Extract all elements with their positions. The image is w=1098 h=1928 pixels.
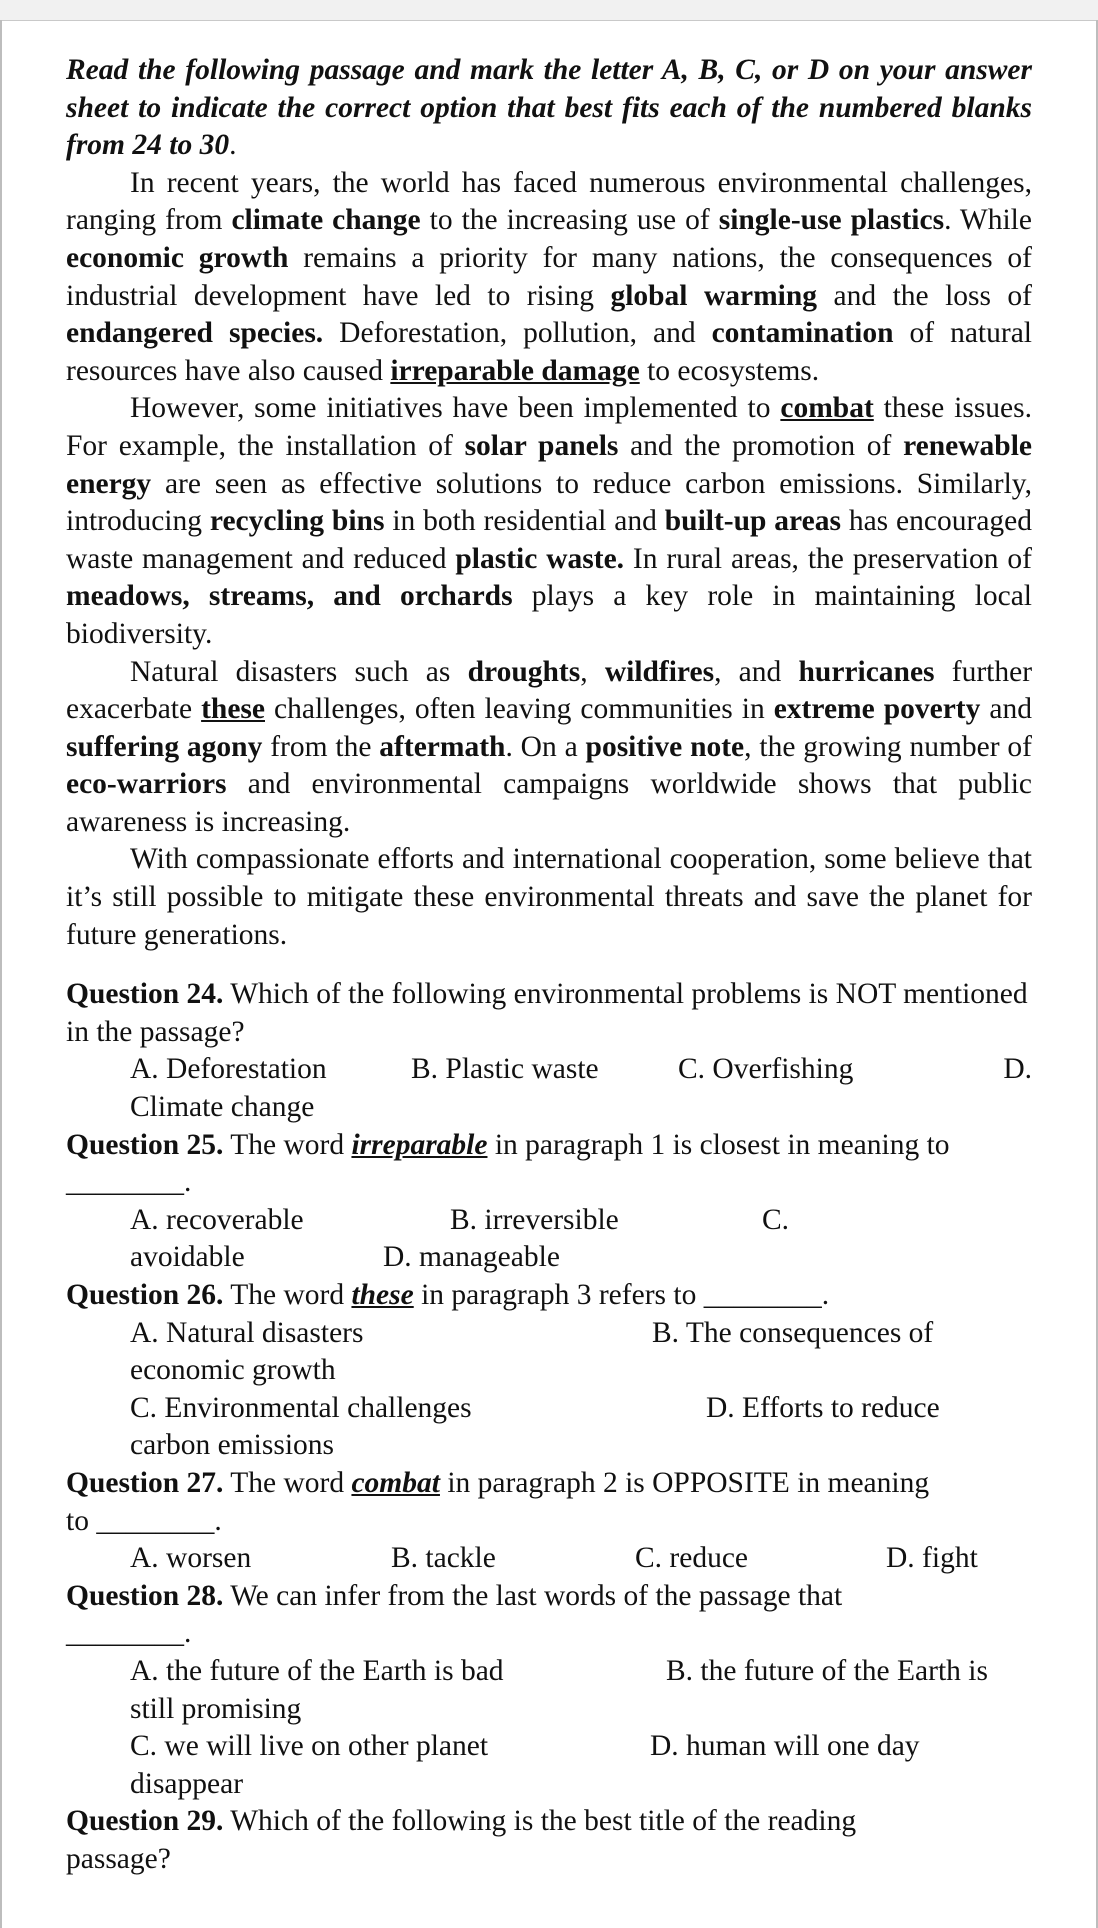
option-b[interactable]: B. irreversible <box>450 1203 619 1236</box>
p2-text: in both residential and <box>384 505 665 538</box>
p2-bold-term: recycling bins <box>209 505 385 538</box>
passage-paragraph-1 <box>66 165 1032 391</box>
p3-text: from the <box>262 730 380 763</box>
p1-text: and the loss of <box>817 279 1033 312</box>
p3-text: challenges, often leaving communities in <box>265 693 774 726</box>
question-text: Which of the following environmental problems is NOT mentioned in the passage? <box>66 978 1028 1048</box>
p3-text: . On a <box>505 730 586 763</box>
option-c[interactable]: C. we will live on other planet <box>130 1730 489 1763</box>
question-29 <box>66 1803 1032 1878</box>
instruction <box>66 52 1032 165</box>
p1-text: to the increasing use of <box>420 204 719 237</box>
p1-bold-term: climate change <box>231 204 421 237</box>
p3-bold-term: positive note <box>585 730 745 763</box>
p3-text: and <box>980 693 1032 726</box>
option-d[interactable]: D. fight <box>886 1542 978 1575</box>
p3-text: , <box>580 655 605 688</box>
passage-paragraph-3 <box>66 654 1032 842</box>
p3-bold-term: hurricanes <box>798 655 935 688</box>
question-label: Question 25. <box>66 1128 224 1161</box>
question-24-stem <box>66 976 1032 1051</box>
p2-text: are seen as effective solutions to reduce carbon emissions. Similarly, introducing <box>66 467 1032 538</box>
option-b-line1[interactable]: B. The consequences of <box>652 1316 934 1349</box>
option-b-line2[interactable]: economic growth <box>130 1354 336 1387</box>
p3-bold-term: eco-warriors <box>66 768 227 801</box>
document-page <box>66 52 1032 1879</box>
option-d[interactable]: D. manageable <box>383 1241 560 1274</box>
answer-blank: ________. <box>66 1166 192 1199</box>
option-c-text[interactable]: avoidable <box>130 1241 245 1274</box>
p2-text: and the promotion of <box>618 429 904 462</box>
p1-bold-term: economic growth <box>66 241 289 274</box>
option-a[interactable]: A. worsen <box>130 1542 252 1575</box>
question-24-options <box>66 1051 1032 1089</box>
option-d-line2[interactable]: carbon emissions <box>130 1429 335 1462</box>
question-28-options-2 <box>66 1728 1032 1766</box>
option-a[interactable]: A. Natural disasters <box>130 1316 364 1349</box>
p2-bold-term: meadows, streams, and orchards <box>66 580 513 613</box>
p3-text: , the growing number of <box>744 730 1032 763</box>
option-c[interactable]: C. Environmental challenges <box>130 1391 472 1424</box>
question-27 <box>66 1465 1032 1578</box>
question-25-stem <box>66 1127 1032 1165</box>
option-b[interactable]: B. Plastic waste <box>411 1053 599 1086</box>
question-26-options <box>66 1315 1032 1353</box>
question-28-stem <box>66 1578 1032 1616</box>
p2-bold-term: solar panels <box>464 429 619 462</box>
option-d-text[interactable]: Climate change <box>130 1091 315 1124</box>
question-label: Question 24. <box>66 978 224 1011</box>
left-border <box>0 20 2 1928</box>
option-d-letter[interactable]: D. <box>1003 1053 1032 1086</box>
p1-underlined-term: irreparable damage <box>390 354 640 387</box>
p1-bold-term: global warming <box>610 279 818 312</box>
answer-blank: ________. <box>66 1617 192 1650</box>
question-27-stem <box>66 1465 1032 1503</box>
p3-bold-term: aftermath <box>379 730 506 763</box>
question-label: Question 26. <box>66 1279 224 1311</box>
passage-paragraph-2 <box>66 390 1032 653</box>
option-d-line2[interactable]: disappear <box>130 1767 244 1800</box>
option-c-letter[interactable]: C. <box>762 1203 790 1236</box>
question-label: Question 27. <box>66 1466 224 1499</box>
option-c[interactable]: C. reduce <box>635 1542 749 1575</box>
question-27-stem-line2: to ________. <box>66 1504 222 1537</box>
p1-bold-term: single-use plastics <box>718 204 945 237</box>
question-label: Question 28. <box>66 1579 224 1612</box>
p3-underlined-term: these <box>201 693 265 726</box>
p2-text: plays a key role in maintaining local biodiversity. <box>66 580 1032 650</box>
option-b[interactable]: B. tackle <box>391 1542 496 1575</box>
instruction-end: . <box>229 129 237 162</box>
question-28 <box>66 1578 1032 1804</box>
question-26 <box>66 1277 1032 1465</box>
p1-text: of natural resources have also caused <box>66 317 1032 387</box>
question-26-stem <box>66 1277 1032 1315</box>
passage-paragraph-4: With compassionate efforts and international cooperation, some believe that it’s still possible to mitigate these environmental threats and save the planet for future generations. <box>66 843 1032 951</box>
question-26-options-2 <box>66 1390 1032 1428</box>
p3-bold-term: extreme poverty <box>773 693 981 726</box>
p3-text: , and <box>714 655 799 688</box>
option-d-line1[interactable]: D. human will one day <box>650 1730 920 1763</box>
instruction-text: Read the following passage and mark the letter A, B, C, or D on your answer sheet to indicate the correct option that best fits each of the numbered blanks from 24 to 30 <box>66 54 1032 162</box>
p1-text: In recent years, the world has faced numerous environmental challenges, ranging from <box>66 166 1032 237</box>
question-text: We can infer from the last words of the passage that <box>223 1579 843 1612</box>
option-b-line1[interactable]: B. the future of the Earth is <box>666 1654 988 1687</box>
p3-bold-term: wildfires <box>604 655 715 688</box>
question-25-options-2 <box>66 1239 1032 1277</box>
p2-bold-term: plastic waste. <box>455 542 625 575</box>
option-b-line2[interactable]: still promising <box>130 1692 302 1725</box>
p2-text: However, some initiatives have been implemented to <box>130 392 781 425</box>
question-text: in paragraph 3 refers to ________. <box>413 1279 830 1311</box>
top-toolbar-strip <box>0 0 1098 21</box>
question-text: The word <box>223 1466 352 1499</box>
question-27-options <box>66 1540 1032 1578</box>
p2-bold-term: renewable energy <box>66 429 1032 500</box>
p1-bold-term: endangered species. <box>66 317 324 350</box>
question-29-stem <box>66 1803 1032 1841</box>
p2-bold-term: built-up areas <box>664 505 841 538</box>
p1-text: to ecosystems. <box>639 354 820 387</box>
p2-text: has encouraged waste management and reduced <box>66 505 1033 575</box>
question-25-options <box>66 1202 1032 1240</box>
option-a[interactable]: A. Deforestation <box>130 1053 327 1086</box>
question-text: in paragraph 1 is closest in meaning to <box>487 1128 950 1161</box>
question-text: The word <box>223 1128 352 1161</box>
p3-text: and environmental campaigns worldwide shows that public awareness is increasing. <box>66 768 1032 838</box>
option-d-line1[interactable]: D. Efforts to reduce <box>706 1391 940 1424</box>
p2-text: these issues. For example, the installation of <box>66 392 1032 462</box>
question-28-options <box>66 1653 1032 1691</box>
question-29-stem-line2: passage? <box>66 1842 171 1875</box>
question-text: Which of the following is the best title of the reading <box>223 1805 857 1838</box>
p1-text: . While <box>944 204 1032 237</box>
p3-text: further exacerbate <box>66 655 1033 726</box>
question-label: Question 29. <box>66 1805 224 1838</box>
target-word: irreparable <box>351 1128 488 1161</box>
target-word: these <box>351 1279 414 1311</box>
p2-text: In rural areas, the preservation of <box>624 542 1032 575</box>
p3-bold-term: droughts <box>467 655 581 688</box>
question-text: The word <box>223 1279 352 1311</box>
p3-bold-term: suffering agony <box>66 730 263 763</box>
question-24 <box>66 976 1032 1126</box>
p2-underlined-term: combat <box>780 392 874 425</box>
question-text: in paragraph 2 is OPPOSITE in meaning <box>439 1466 930 1499</box>
option-a[interactable]: A. the future of the Earth is bad <box>130 1654 504 1687</box>
question-25 <box>66 1127 1032 1277</box>
p3-text: Natural disasters such as <box>130 655 468 688</box>
target-word: combat <box>351 1466 440 1499</box>
p1-bold-term: contamination <box>711 317 894 350</box>
option-c[interactable]: C. Overfishing <box>678 1053 854 1086</box>
p1-text: Deforestation, pollution, and <box>323 317 712 350</box>
option-a[interactable]: A. recoverable <box>130 1203 304 1236</box>
p1-text: remains a priority for many nations, the consequences of industrial development have led to rising <box>66 241 1032 312</box>
